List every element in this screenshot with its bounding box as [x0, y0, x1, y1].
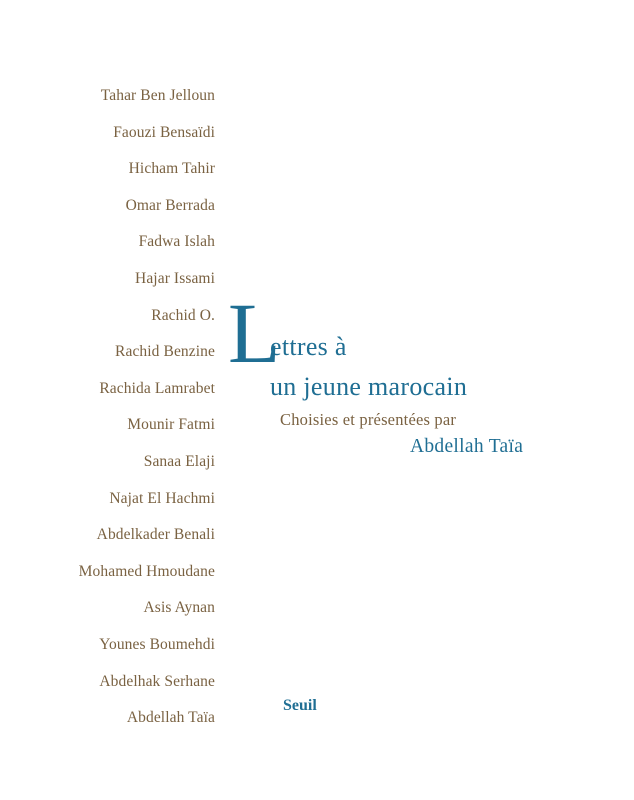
author-name: Sanaa Elaji: [143, 452, 215, 470]
title-line-1-text: ettres à: [270, 332, 347, 361]
title-line-1: [228, 285, 347, 381]
author-name: Omar Berrada: [125, 196, 215, 214]
author-name: Fadwa Islah: [138, 233, 215, 251]
publisher-logo: Seuil: [283, 697, 317, 714]
author-name: Najat El Hachmi: [109, 489, 215, 507]
title-dropcap: L: [228, 285, 281, 381]
author-name: Rachida Lamrabet: [99, 379, 215, 397]
author-name: Younes Boumehdi: [99, 635, 215, 653]
author-name: Tahar Ben Jelloun: [100, 87, 215, 104]
author-name: Faouzi Bensaïdi: [113, 123, 215, 141]
author-name: Abdelkader Benali: [96, 526, 215, 544]
author-name: Mounir Fatmi: [127, 416, 215, 434]
title-line-2: un jeune marocain: [270, 372, 468, 401]
author-name: Rachid Benzine: [115, 343, 215, 361]
editor-name: Abdellah Taïa: [410, 436, 524, 457]
author-name: Asis Aynan: [143, 599, 215, 617]
book-title: [228, 285, 524, 457]
author-name: Rachid O.: [151, 306, 215, 324]
author-name: Mohamed Hmoudane: [78, 562, 215, 580]
author-name: Abdellah Taïa: [126, 709, 215, 727]
author-name: Hajar Issami: [135, 269, 215, 287]
author-name: Abdelhak Serhane: [99, 672, 215, 690]
author-name: Hicham Tahir: [128, 160, 215, 178]
subtitle: Choisies et présentées par: [280, 410, 457, 429]
author-list: [79, 78, 215, 737]
